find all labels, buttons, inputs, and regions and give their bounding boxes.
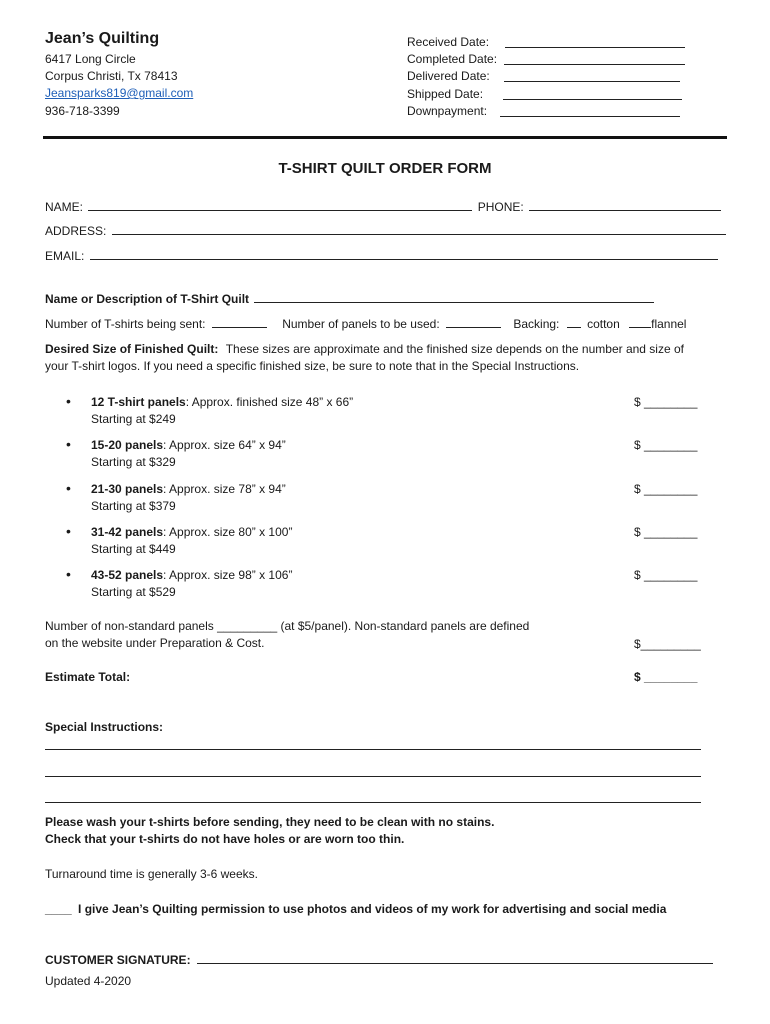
phone-field[interactable] bbox=[529, 200, 721, 211]
size-option-4-amount-field[interactable]: $ ________ bbox=[634, 525, 698, 539]
size-option-4 bbox=[91, 525, 292, 539]
shipped-date-label: Shipped Date: bbox=[407, 87, 484, 101]
bullet-1: • bbox=[66, 393, 71, 409]
tshirts-label: Number of T-shirts being sent: bbox=[45, 317, 206, 331]
size-option-1 bbox=[91, 395, 353, 409]
estimate-total-field[interactable]: $ ________ bbox=[634, 670, 698, 684]
permission-text: I give Jean’s Quilting permission to use photos and videos of my work for advertising and social media bbox=[78, 902, 667, 916]
backing-label: Backing: bbox=[513, 317, 560, 331]
permission-checkbox[interactable]: ____ bbox=[45, 902, 72, 916]
bullet-5: • bbox=[66, 566, 71, 582]
size-option-5 bbox=[91, 568, 292, 582]
bullet-3: • bbox=[66, 480, 71, 496]
signature-label: CUSTOMER SIGNATURE: bbox=[45, 953, 191, 967]
panels-count-field[interactable] bbox=[446, 317, 501, 328]
panels-label: Number of panels to be used: bbox=[282, 317, 440, 331]
size-option-desc: : Approx. finished size 48” x 66” bbox=[185, 395, 354, 409]
completed-date-field[interactable] bbox=[504, 64, 685, 65]
signature-row bbox=[45, 953, 713, 967]
company-name: Jean’s Quilting bbox=[45, 30, 160, 47]
size-option-label: 15-20 panels bbox=[91, 438, 164, 452]
delivered-date-label: Delivered Date: bbox=[407, 69, 490, 83]
received-date-label: Received Date: bbox=[407, 35, 490, 49]
size-option-1-price: Starting at $249 bbox=[91, 412, 176, 426]
desired-size-line1 bbox=[45, 342, 684, 356]
size-option-label: 21-30 panels bbox=[91, 482, 164, 496]
size-option-label: 43-52 panels bbox=[91, 568, 164, 582]
received-date-field[interactable] bbox=[505, 47, 685, 48]
city-address: Corpus Christi, Tx 78413 bbox=[45, 69, 178, 83]
nonstandard-label-2: on the website under Preparation & Cost. bbox=[45, 636, 265, 650]
downpayment-label: Downpayment: bbox=[407, 104, 488, 118]
address-field[interactable] bbox=[112, 224, 726, 235]
size-option-desc: : Approx. size 78” x 94” bbox=[163, 482, 286, 496]
flannel-label: flannel bbox=[651, 317, 687, 331]
nonstandard-amount-field[interactable]: $_________ bbox=[634, 637, 701, 651]
phone-label: PHONE: bbox=[477, 200, 524, 214]
size-option-label: 31-42 panels bbox=[91, 525, 164, 539]
flannel-checkbox[interactable] bbox=[629, 317, 651, 328]
address-label: ADDRESS: bbox=[45, 224, 107, 238]
size-option-5-price: Starting at $529 bbox=[91, 585, 176, 599]
description-field[interactable] bbox=[254, 292, 654, 303]
shipped-date-field[interactable] bbox=[503, 99, 682, 100]
nonstandard-label: Number of non-standard panels _________ (at $5/panel). Non-standard panels are defined bbox=[45, 619, 530, 633]
special-instructions-line-3[interactable] bbox=[45, 802, 701, 803]
size-option-desc: : Approx. size 98” x 106” bbox=[163, 568, 293, 582]
downpayment-field[interactable] bbox=[500, 116, 680, 117]
desired-size-heading: Desired Size of Finished Quilt: bbox=[45, 342, 219, 356]
email-field[interactable] bbox=[90, 249, 718, 260]
street-address: 6417 Long Circle bbox=[45, 52, 136, 66]
size-option-1-amount-field[interactable]: $ ________ bbox=[634, 395, 698, 409]
permission-row bbox=[45, 902, 666, 916]
cotton-checkbox[interactable] bbox=[567, 317, 581, 328]
desired-size-text: These sizes are approximate and the finished size depends on the number and size of bbox=[225, 342, 684, 356]
holes-note: Check that your t-shirts do not have holes or are worn too thin. bbox=[45, 832, 405, 846]
bullet-4: • bbox=[66, 523, 71, 539]
delivered-date-field[interactable] bbox=[504, 81, 680, 82]
email-label: EMAIL: bbox=[45, 249, 85, 263]
description-label: Name or Description of T-Shirt Quilt bbox=[45, 292, 250, 306]
size-option-desc: : Approx. size 64” x 94” bbox=[163, 438, 286, 452]
name-label: NAME: bbox=[45, 200, 84, 214]
special-instructions-line-2[interactable] bbox=[45, 776, 701, 777]
desired-size-line2: your T-shirt logos. If you need a specific finished size, be sure to note that in the Special Instructions. bbox=[45, 359, 580, 373]
cotton-label: cotton bbox=[587, 317, 620, 331]
size-option-desc: : Approx. size 80” x 100” bbox=[163, 525, 293, 539]
turnaround-note: Turnaround time is generally 3-6 weeks. bbox=[45, 867, 258, 881]
special-instructions-line-1[interactable] bbox=[45, 749, 701, 750]
size-option-2-amount-field[interactable]: $ ________ bbox=[634, 438, 698, 452]
form-title: T-SHIRT QUILT ORDER FORM bbox=[278, 160, 492, 177]
size-option-2 bbox=[91, 438, 286, 452]
special-instructions-label: Special Instructions: bbox=[45, 720, 164, 734]
size-option-3-amount-field[interactable]: $ ________ bbox=[634, 482, 698, 496]
tshirts-count-field[interactable] bbox=[212, 317, 267, 328]
size-option-5-amount-field[interactable]: $ ________ bbox=[634, 568, 698, 582]
email-row bbox=[45, 249, 718, 263]
size-option-3 bbox=[91, 482, 286, 496]
phone-number: 936-718-3399 bbox=[45, 104, 120, 118]
size-option-2-price: Starting at $329 bbox=[91, 455, 176, 469]
size-option-label: 12 T-shirt panels bbox=[91, 395, 186, 409]
name-row bbox=[45, 200, 721, 214]
address-row bbox=[45, 224, 726, 238]
bullet-2: • bbox=[66, 436, 71, 452]
size-option-4-price: Starting at $449 bbox=[91, 542, 176, 556]
size-option-3-price: Starting at $379 bbox=[91, 499, 176, 513]
estimate-total-label: Estimate Total: bbox=[45, 670, 131, 684]
counts-row bbox=[45, 317, 686, 331]
email-link[interactable]: Jeansparks819@gmail.com bbox=[45, 86, 194, 100]
wash-note: Please wash your t-shirts before sending, they need to be clean with no stains. bbox=[45, 815, 495, 829]
description-row bbox=[45, 292, 654, 306]
completed-date-label: Completed Date: bbox=[407, 52, 498, 66]
signature-field[interactable] bbox=[197, 953, 713, 964]
updated-date: Updated 4-2020 bbox=[45, 974, 132, 988]
name-field[interactable] bbox=[88, 200, 472, 211]
header-divider bbox=[43, 136, 727, 139]
